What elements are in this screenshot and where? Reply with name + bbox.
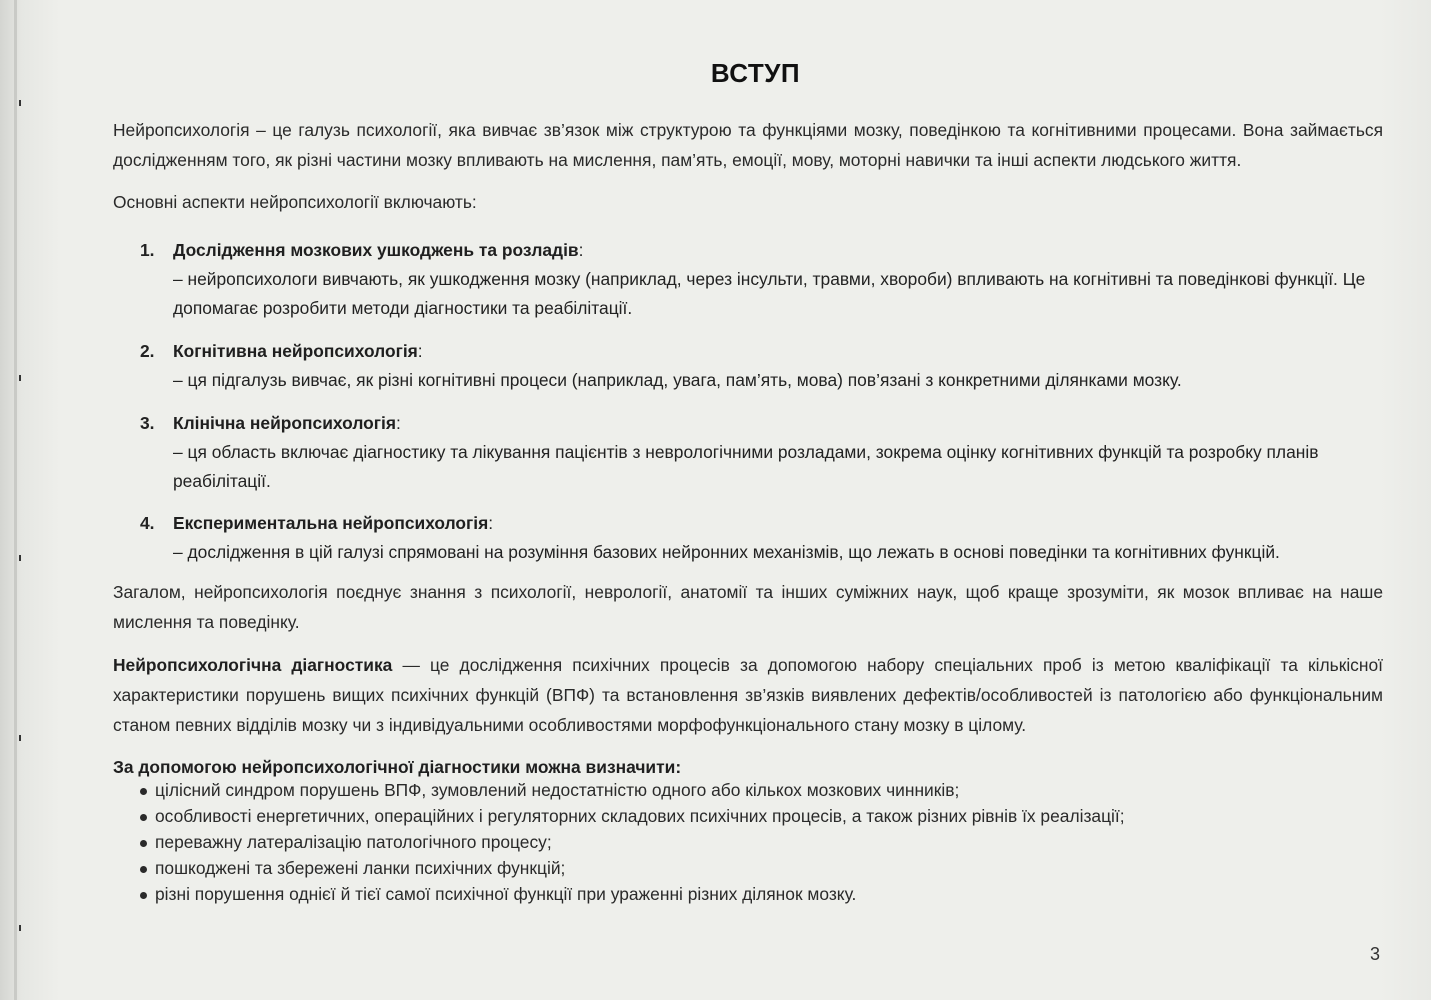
aspect-number: 1.	[140, 240, 155, 260]
diagnostics-term: Нейропсихологічна діагностика	[113, 655, 393, 675]
summary-paragraph: Загалом, нейропсихологія поєднує знання з психології, неврології, анатомії та інших суміжних наук, щоб краще зрозуміти, як мозок впливає на наше мислення та поведінку.	[113, 582, 1383, 632]
edge-mark	[19, 375, 21, 381]
aspect-number: 2.	[140, 341, 155, 361]
aspect-number: 4.	[140, 513, 155, 533]
aspect-title: Когнітивна нейропсихологія	[173, 341, 418, 361]
aspect-item: 4. Експериментальна нейропсихологія: – дослідження в цій галузі спрямовані на розуміння базових нейронних механізмів, що лежать в основі поведінки та когнітивних функцій.	[140, 509, 1385, 567]
aspect-description: – дослідження в цій галузі спрямовані на розуміння базових нейронних механізмів, що лежать в основі поведінки та когнітивних функцій.	[173, 542, 1280, 562]
page-number: 3	[1370, 944, 1381, 964]
edge-mark	[19, 925, 21, 931]
bullet-icon	[140, 788, 147, 795]
bullet-icon	[140, 866, 147, 873]
list-item: різні порушення однієї й тієї самої психічної функції при ураженні різних ділянок мозку.	[140, 881, 1240, 907]
bullet-icon	[140, 892, 147, 899]
page-title: ВСТУП	[710, 58, 801, 88]
bullet-icon	[140, 814, 147, 821]
diagnostics-text: — це дослідження психічних процесів за допомогою набору спеціальних проб із метою кваліфікації та кількісної характеристики порушень вищих психічних функцій (ВПФ) та встановлення зв’язків виявлених дефектів/особливостей із патологією або функціональним станом певних відділів мозку чи з індивідуальними особливостями морфофункціонального стану мозку в цілому.	[113, 655, 1383, 735]
edge-mark	[19, 555, 21, 561]
list-item: пошкоджені та збережені ланки психічних функцій;	[140, 855, 1240, 881]
aspects-lead: Основні аспекти нейропсихології включають:	[113, 192, 477, 212]
edge-mark	[19, 735, 21, 741]
page-fold	[14, 0, 17, 1000]
aspect-description: – нейропсихологи вивчають, як ушкодження мозку (наприклад, через інсульти, травми, хвороби) впливають на когнітивні та поведінкові функції. Це допомагає розробити методи діагностики та реабілітації.	[173, 269, 1366, 318]
aspect-title: Експериментальна нейропсихологія	[173, 513, 489, 533]
intro-paragraph: Нейропсихологія – це галузь психології, яка вивчає зв’язок між структурою та функціями мозку, поведінкою та когнітивними процесами. Вона займається дослідженням того, як різні частини мозку впливають на мислення, пам’ять, емоції, мову, моторні навички та інші аспекти людського життя.	[113, 120, 1383, 170]
diagnostics-paragraph	[113, 650, 1383, 740]
aspect-number: 3.	[140, 413, 155, 433]
aspect-title: Клінічна нейропсихологія	[173, 413, 397, 433]
list-item: особливості енергетичних, операційних і регуляторних складових психічних процесів, а також різних рівнів їх реалізації;	[140, 803, 1240, 829]
aspect-item: 3. Клінічна нейропсихологія: – ця область включає діагностику та лікування пацієнтів з неврологічними розладами, зокрема оцінку когнітивних функцій та розробку планів реабілітації.	[140, 409, 1385, 496]
can-determine-heading: За допомогою нейропсихологічної діагностики можна визначити:	[113, 757, 682, 777]
list-item: переважну латералізацію патологічного процесу;	[140, 829, 1240, 855]
aspect-description: – ця підгалузь вивчає, як різні когнітивні процеси (наприклад, увага, пам’ять, мова) пов’язані з конкретними ділянками мозку.	[173, 370, 1182, 390]
edge-mark	[19, 100, 21, 106]
aspect-description: – ця область включає діагностику та лікування пацієнтів з неврологічними розладами, зокрема оцінку когнітивних функцій та розробку планів реабілітації.	[173, 442, 1319, 491]
aspect-item: 1. Дослідження мозкових ушкоджень та розладів: – нейропсихологи вивчають, як ушкодження мозку (наприклад, через інсульти, травми, хвороби) впливають на когнітивні та поведінкові функції. Це допомагає розробити методи діагностики та реабілітації.	[140, 236, 1385, 323]
list-item: цілісний синдром порушень ВПФ, зумовлений недостатністю одного або кількох мозкових чинників;	[140, 777, 1240, 803]
aspect-item: 2. Когнітивна нейропсихологія: – ця підгалузь вивчає, як різні когнітивні процеси (наприклад, увага, пам’ять, мова) пов’язані з конкретними ділянками мозку.	[140, 337, 1385, 395]
aspect-title: Дослідження мозкових ушкоджень та розладів	[173, 240, 579, 260]
can-determine-list	[140, 777, 1240, 907]
bullet-icon	[140, 840, 147, 847]
